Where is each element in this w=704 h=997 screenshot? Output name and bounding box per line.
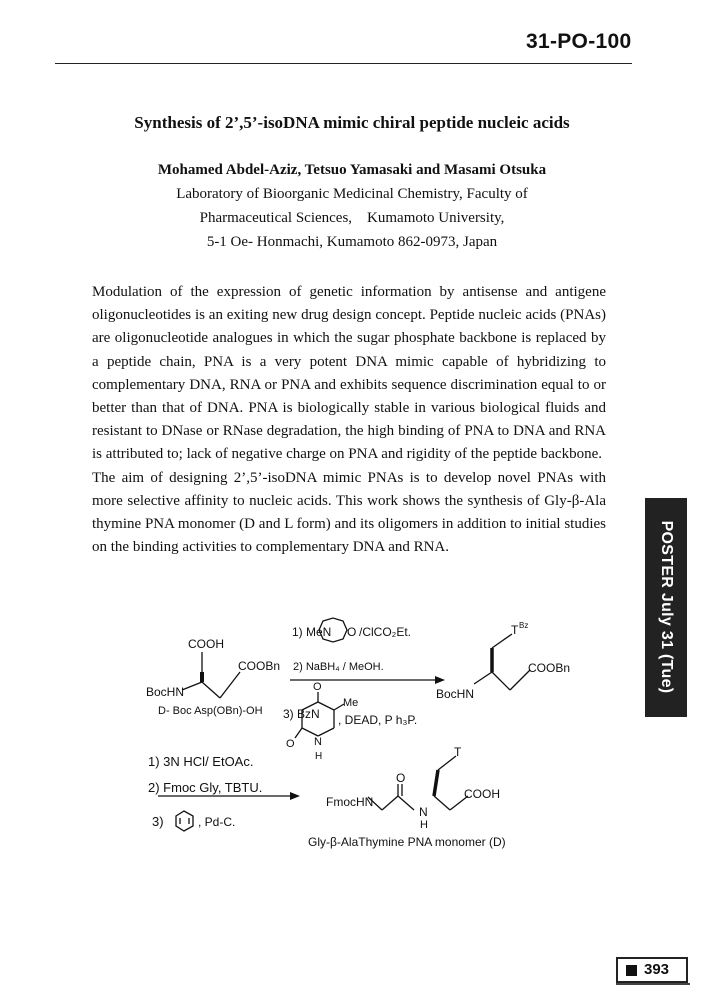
reagent-step1-tail: /ClCO₂Et.: [359, 625, 411, 639]
bond: [398, 796, 414, 810]
square-icon: [626, 965, 637, 976]
abstract-paragraph: The aim of designing 2’,5’-isoDNA mimic PNAs is to develop novel PNAs with more selective affinity to nucleic acids. This work shows the synthesis of Gly-β-Ala thymine PNA monomer (D and L form) and its oligomers in addition to initial studies on the binding activities to complementary DNA and RNA.: [92, 469, 606, 556]
label-t: T: [454, 745, 462, 759]
thymine-o-bottom: O: [286, 738, 295, 750]
label-coobn: COOBn: [238, 659, 281, 673]
thymine-me: Me: [343, 697, 359, 709]
bond: [382, 796, 398, 810]
label-bz: Bz: [519, 621, 529, 630]
bond: [182, 682, 202, 690]
affiliation-line: Pharmaceutical Sciences, Kumamoto University,: [199, 210, 505, 226]
reagent-step1: 1) MeN: [292, 625, 332, 639]
thymine-n: N: [314, 736, 322, 748]
reagent-lower-step3-tail: , Pd-C.: [198, 815, 236, 829]
label-fmochn: FmocHN: [326, 795, 374, 809]
label-n: N: [419, 805, 428, 819]
bond: [220, 672, 240, 698]
bond: [295, 728, 302, 738]
thymine-o-top: O: [313, 681, 322, 693]
reagent-step2: 2) NaBH₄ / MeOH.: [293, 661, 384, 673]
compound-label: D- Boc Asp(OBn)-OH: [158, 705, 263, 717]
label-o: O: [396, 771, 406, 785]
reagent-step3-tail: , DEAD, P h₃P.: [338, 713, 418, 727]
side-tab-label: POSTER July 31 (Tue): [658, 520, 675, 694]
label-coobn: COOBn: [528, 661, 571, 675]
bond: [474, 672, 492, 684]
affiliation-line: 5-1 Oe- Honmachi, Kumamoto 862-0973, Japan: [206, 234, 498, 250]
paper-title: Synthesis of 2’,5’-isoDNA mimic chiral peptide nucleic acids: [134, 113, 570, 132]
page-number-shadow: [616, 983, 690, 985]
side-tab: [645, 498, 687, 717]
wedge-bond: [434, 770, 438, 796]
thymine-h: H: [315, 751, 323, 762]
bond: [318, 728, 334, 736]
reagent-lower-step2: 2) Fmoc Gly, TBTU.: [148, 780, 263, 795]
bond: [510, 670, 530, 690]
label-h: H: [420, 819, 428, 831]
reagent-lower-step1: 1) 3N HCl/ EtOAc.: [148, 754, 254, 769]
label-cooh: COOH: [464, 787, 500, 801]
morpholine-o: O: [347, 625, 357, 639]
arrow-head: [435, 676, 445, 684]
label-cooh: COOH: [188, 637, 224, 651]
abstract: [92, 281, 606, 559]
bond: [492, 634, 512, 648]
arrow-head: [290, 792, 300, 800]
affiliation-line: Laboratory of Bioorganic Medicinal Chemistry, Faculty of: [176, 186, 528, 202]
label-t: T: [511, 623, 519, 637]
abstract-paragraph: Modulation of the expression of genetic information by antisense and antigene oligonucleotides is an exiting new drug design concept. Peptide nucleic acids (PNAs) are oligonucleotide analogues in which the sugar phosphate backbone is replaced by a peptide chain, PNA is a very potent DNA mimic capable of hybridizing to complementary DNA, RNA or PNA and exhibits sequence discrimination equal to or better than that of DNA. PNA is biologically stable in various biological fluids and resistant to DNase or RNase degradation, the high binding of PNA to DNA and RNA is attributed to; lack of negative charge on PNA and rigidity of the peptide backbone.: [92, 284, 606, 463]
reagent-step3: 3) BzN: [283, 707, 320, 721]
cyclohexadiene-ring: [176, 811, 193, 831]
bond: [434, 796, 450, 810]
bond: [202, 682, 220, 698]
authors: Mohamed Abdel-Aziz, Tetsuo Yamasaki and Masami Otsuka: [157, 162, 547, 178]
reaction-scheme: [140, 610, 580, 850]
page-number-box: [616, 957, 688, 983]
bond: [318, 702, 334, 710]
compound-label: Gly-β-AlaThymine PNA monomer (D): [308, 835, 506, 849]
page-number: 393: [644, 961, 670, 978]
label-bochn: BocHN: [146, 685, 185, 699]
header-rule: [55, 63, 632, 64]
bond: [302, 728, 318, 736]
label-bochn: BocHN: [436, 687, 475, 701]
bond: [492, 672, 510, 690]
poster-code: 31-PO-100: [526, 30, 632, 53]
reagent-lower-step3: 3): [152, 814, 164, 829]
